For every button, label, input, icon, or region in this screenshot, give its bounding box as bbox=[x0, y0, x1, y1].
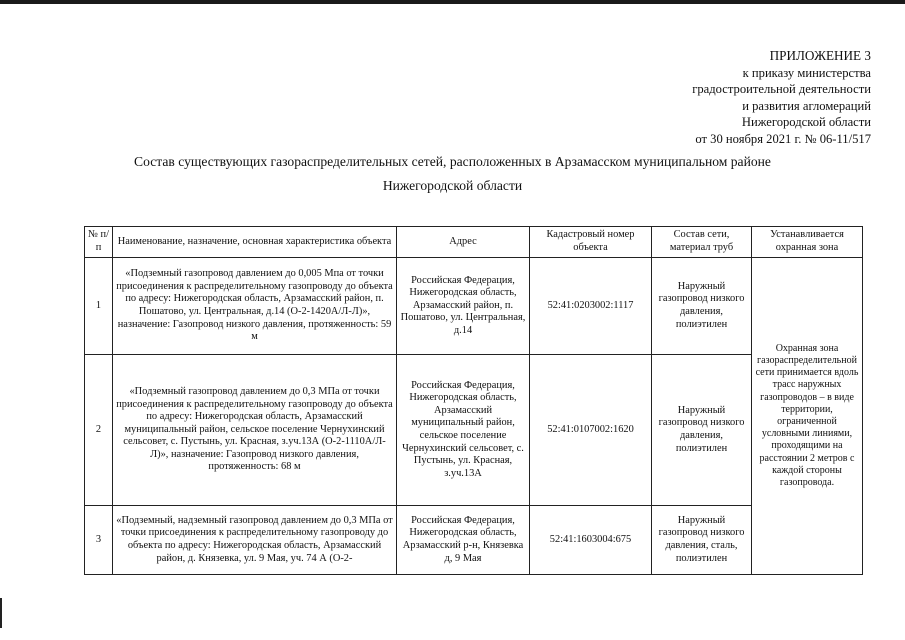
header-name: Наименование, назначение, основная характеристика объекта bbox=[113, 227, 397, 258]
object-name: «Подземный газопровод давлением до 0,005 Мпа от точки присоединения к распределительному газопроводу до объекта по адресу: Нижегородская область, Арзамасский район, п. Пошатово, ул. Центральная, д.14 (О-2-1420А/Л-Л)», назначение: Газопровод низкого давления, протяженность: 59 м bbox=[113, 258, 397, 355]
object-address: Российская Федерация, Нижегородская область, Арзамасский р-н, Князевка д, 9 Мая bbox=[402, 514, 524, 564]
network-composition: Наружный газопровод низкого давления, полиэтилен bbox=[652, 355, 752, 506]
network-composition: Наружный газопровод низкого давления, полиэтилен bbox=[652, 258, 752, 355]
document-title-line-2: Нижегородской области bbox=[382, 178, 523, 193]
header-zone: Устанавливается охранная зона bbox=[752, 227, 863, 258]
cadastral-number: 52:41:0203002:1117 bbox=[530, 258, 652, 355]
table-header-row bbox=[85, 227, 863, 258]
network-composition-cell bbox=[652, 506, 752, 575]
cadastral-number: 52:41:0107002:1620 bbox=[530, 355, 652, 506]
row-number: 3 bbox=[85, 506, 113, 575]
network-composition: Наружный газопровод низкого давления, сталь, полиэтилен bbox=[658, 514, 745, 564]
scan-edge-mark bbox=[0, 598, 2, 628]
table-row bbox=[85, 355, 863, 506]
document-title-line-1: Состав существующих газораспределительных сетей, расположенных в Арзамасском муниципальном районе bbox=[134, 154, 771, 169]
gas-network-table bbox=[84, 226, 863, 575]
object-name: «Подземный, надземный газопровод давлением до 0,3 МПа от точки присоединения к распределительному газопроводу до объекта по адресу: Нижегородская область, Арзамасский район, д. Князевка, ул. 9 Мая, уч. 74 А (О-2- bbox=[116, 514, 393, 564]
top-border-line bbox=[0, 0, 905, 4]
appendix-title: ПРИЛОЖЕНИЕ 3 bbox=[769, 48, 871, 63]
header-cadastral: Кадастровый номер объекта bbox=[530, 227, 652, 258]
table-row bbox=[85, 258, 863, 355]
appendix-line: градостроительной деятельности bbox=[692, 82, 871, 97]
header-address: Адрес bbox=[397, 227, 530, 258]
table-row bbox=[85, 506, 863, 575]
object-name-cell bbox=[113, 506, 397, 575]
appendix-line: к приказу министерства bbox=[742, 65, 871, 80]
row-number: 2 bbox=[85, 355, 113, 506]
object-address-cell bbox=[397, 506, 530, 575]
appendix-header bbox=[692, 48, 871, 148]
object-address: Российская Федерация, Нижегородская область, Арзамасский район, п. Пошатово, ул. Центральная, д.14 bbox=[397, 258, 530, 355]
appendix-line: Нижегородской области bbox=[741, 115, 871, 130]
object-address: Российская Федерация, Нижегородская область, Арзамасский муниципальный район, сельское поселение Чернухинский сельсовет, с. Пустынь, ул. Красная, з.уч.13А bbox=[397, 355, 530, 506]
row-number: 1 bbox=[85, 258, 113, 355]
header-number: № п/п bbox=[85, 227, 113, 258]
object-name: «Подземный газопровод давлением до 0,3 МПа от точки присоединения к распределительному газопроводу до объекта по адресу: Нижегородская область, Арзамасский муниципальный район, сельское поселение Чернухинский сельсовет, с. Пустынь, ул. Красная, з.уч.13А (О-2-1110А/Л-Л)», назначение: Газопровод низкого давления, протяженность: 68 м bbox=[113, 355, 397, 506]
header-composition: Состав сети, материал труб bbox=[652, 227, 752, 258]
protection-zone: Охранная зона газораспределительной сети принимается вдоль трасс наружных газопроводов – в виде территории, ограниченной условными линиями, проходящими на расстоянии 2 метров с каждой стороны газопровода. bbox=[752, 258, 863, 575]
appendix-line: от 30 ноября 2021 г. № 06-11/517 bbox=[695, 131, 871, 146]
cadastral-number: 52:41:1603004:675 bbox=[530, 506, 652, 575]
appendix-line: и развития агломераций bbox=[742, 98, 871, 113]
